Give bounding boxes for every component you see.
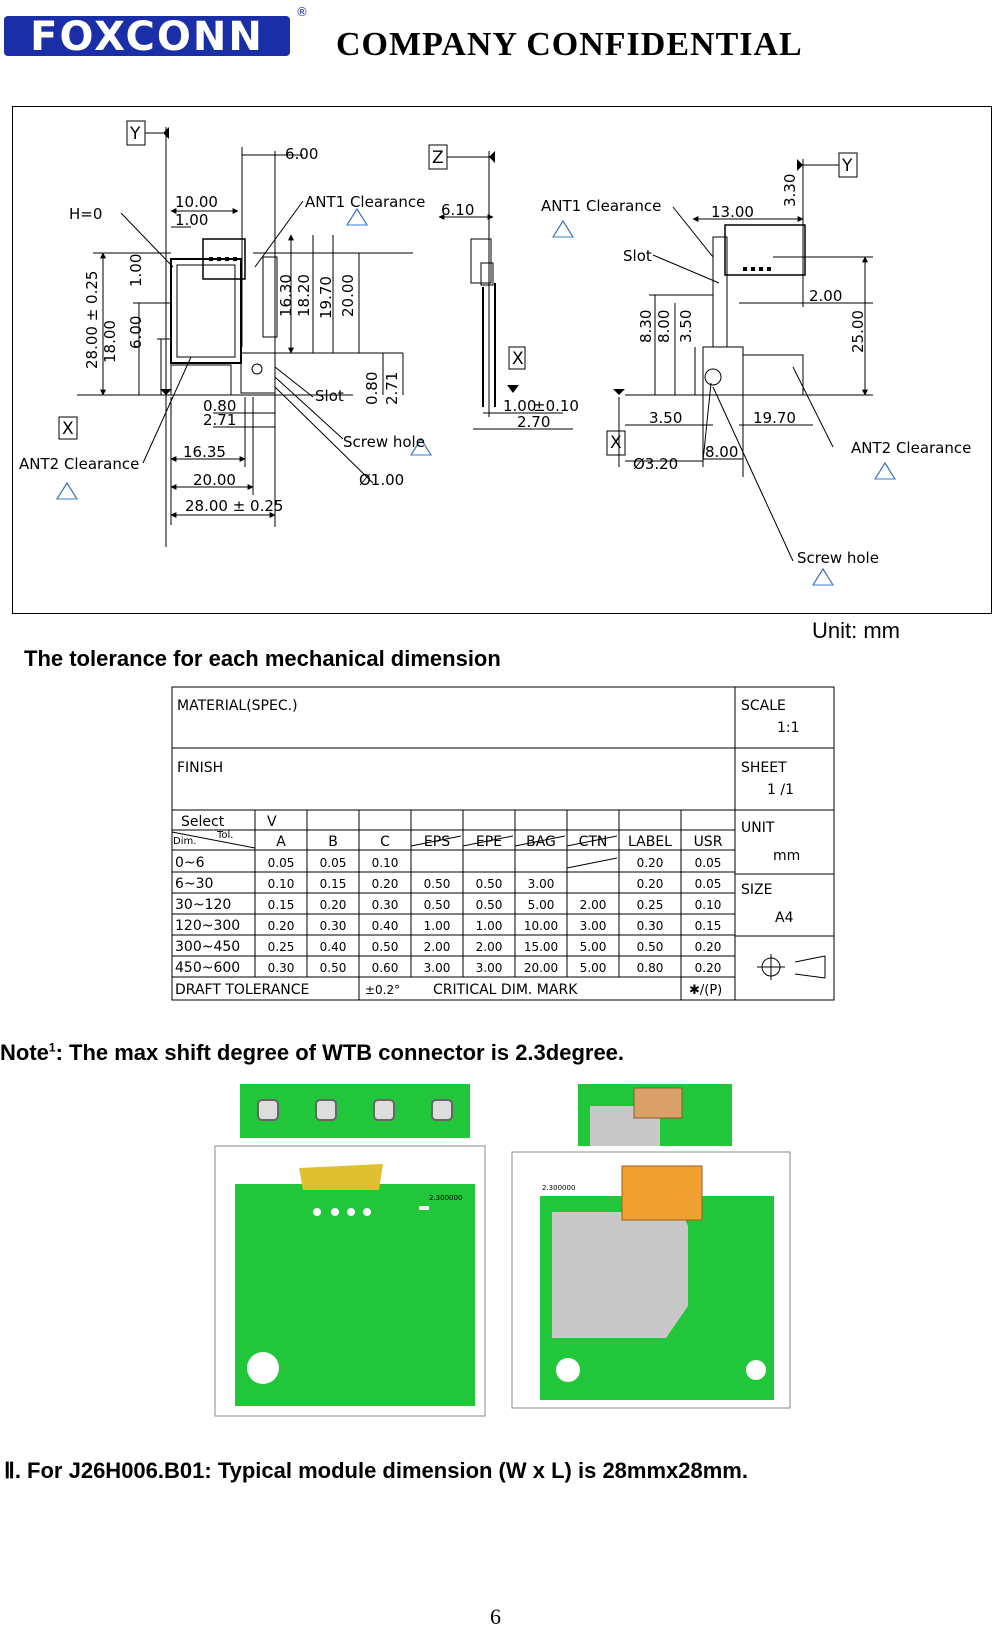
- svg-text:2.300000: 2.300000: [429, 1194, 463, 1202]
- tolerance-cell: 0.30: [319, 919, 347, 933]
- tolerance-column-header: EPS: [423, 834, 451, 850]
- tolerance-cell: 0.20: [694, 961, 722, 975]
- svg-text:6.10: 6.10: [441, 201, 475, 219]
- tolerance-column-header: A: [276, 834, 286, 850]
- svg-text:1.00: 1.00: [127, 253, 145, 287]
- svg-text:Slot: Slot: [315, 387, 344, 405]
- tolerance-cell: 2.00: [579, 898, 607, 912]
- svg-text:UNIT: UNIT: [741, 820, 775, 836]
- tolerance-row-range: 30~120: [175, 897, 232, 913]
- svg-text:13.00: 13.00: [711, 203, 754, 221]
- svg-text:0.80: 0.80: [363, 371, 381, 405]
- svg-text:8.00: 8.00: [655, 309, 673, 343]
- tolerance-cell: 0.80: [636, 961, 664, 975]
- svg-text:Dim.: Dim.: [173, 836, 197, 847]
- tolerance-cell: 5.00: [579, 940, 607, 954]
- svg-text:DRAFT TOLERANCE: DRAFT TOLERANCE: [175, 982, 310, 998]
- pcb-strip-image: [240, 1084, 470, 1138]
- tolerance-cell: 3.00: [579, 919, 607, 933]
- tolerance-row-range: 0~6: [175, 855, 205, 871]
- svg-text:✱/(P): ✱/(P): [689, 983, 723, 998]
- tolerance-cell: 0.25: [267, 940, 295, 954]
- tolerance-column-header: C: [380, 834, 390, 850]
- svg-text:Screw hole: Screw hole: [797, 549, 879, 567]
- svg-text:19.70: 19.70: [753, 409, 796, 427]
- svg-text:28.00 ± 0.25: 28.00 ± 0.25: [83, 270, 101, 369]
- svg-text:2.71: 2.71: [383, 371, 401, 405]
- tolerance-cell: 0.60: [371, 961, 399, 975]
- tolerance-cell: 0.40: [319, 940, 347, 954]
- page-number: 6: [490, 1604, 501, 1629]
- svg-text:±0.2°: ±0.2°: [365, 983, 401, 997]
- tolerance-column-header: BAG: [526, 834, 556, 850]
- tolerance-column-header: USR: [693, 834, 723, 850]
- svg-text:±0.10: ±0.10: [533, 397, 579, 415]
- tolerance-cell: 5.00: [527, 898, 555, 912]
- tolerance-cell: 3.00: [423, 961, 451, 975]
- unit-label: Unit: mm: [812, 618, 900, 643]
- svg-text:ANT1 Clearance: ANT1 Clearance: [541, 197, 662, 215]
- tolerance-cell: 0.05: [694, 877, 722, 891]
- svg-text:X: X: [512, 349, 524, 369]
- tolerance-cell: 0.20: [694, 940, 722, 954]
- svg-text:25.00: 25.00: [849, 310, 867, 353]
- svg-text:0.80: 0.80: [203, 397, 237, 415]
- tolerance-cell: 0.30: [636, 919, 664, 933]
- pcb-connector-image: [578, 1084, 732, 1146]
- svg-text:Ø1.00: Ø1.00: [359, 471, 405, 489]
- svg-text:18.00: 18.00: [101, 320, 119, 363]
- svg-text:1 /1: 1 /1: [767, 782, 794, 798]
- svg-text:X: X: [62, 419, 74, 439]
- tolerance-column-header: B: [328, 834, 338, 850]
- tolerance-cell: 0.30: [371, 898, 399, 912]
- svg-text:16.30: 16.30: [277, 274, 295, 317]
- tolerance-cell: 0.25: [636, 898, 664, 912]
- tolerance-row-range: 6~30: [175, 876, 214, 892]
- section-ii-text: Ⅱ. For J26H006.B01: Typical module dimension (W x L) is 28mmx28mm.: [4, 1458, 748, 1483]
- tolerance-column-header: LABEL: [628, 834, 672, 850]
- tolerance-row-range: 300~450: [175, 939, 241, 955]
- pcb-left-view-image: [215, 1146, 485, 1416]
- tolerance-cell: 0.20: [319, 898, 347, 912]
- tolerance-cell: 0.10: [371, 856, 399, 870]
- svg-text:2.71: 2.71: [203, 411, 237, 429]
- tolerance-cell: 10.00: [523, 919, 559, 933]
- tolerance-cell: 3.00: [527, 877, 555, 891]
- tolerance-cell: 0.15: [694, 919, 722, 933]
- svg-text:ANT1 Clearance: ANT1 Clearance: [305, 193, 426, 211]
- tolerance-column-header: CTN: [578, 834, 608, 850]
- svg-text:Tol.: Tol.: [217, 830, 234, 841]
- tolerance-cell: 0.20: [267, 919, 295, 933]
- tolerance-cell: 20.00: [523, 961, 559, 975]
- tolerance-cell: 0.50: [319, 961, 347, 975]
- tolerance-cell: 0.05: [694, 856, 722, 870]
- tolerance-title: The tolerance for each mechanical dimension: [24, 646, 501, 671]
- tolerance-cell: 5.00: [579, 961, 607, 975]
- tolerance-row-range: 450~600: [175, 960, 241, 976]
- tolerance-cell: 2.00: [423, 940, 451, 954]
- tolerance-row-range: 120~300: [175, 918, 241, 934]
- tolerance-cell: 0.40: [371, 919, 399, 933]
- tolerance-cell: 0.30: [267, 961, 295, 975]
- svg-text:FINISH: FINISH: [177, 760, 224, 776]
- svg-text:3.30: 3.30: [781, 173, 799, 207]
- tolerance-cell: 1.00: [475, 919, 503, 933]
- svg-text:2.00: 2.00: [809, 287, 843, 305]
- tolerance-cell: 15.00: [523, 940, 559, 954]
- svg-text:Slot: Slot: [623, 247, 652, 265]
- svg-text:19.70: 19.70: [317, 276, 335, 319]
- svg-text:10.00: 10.00: [175, 193, 218, 211]
- svg-text:®: ®: [296, 5, 308, 19]
- tolerance-cell: 0.20: [636, 856, 664, 870]
- tolerance-cell: 2.00: [475, 940, 503, 954]
- svg-text:8.30: 8.30: [637, 309, 655, 343]
- tolerance-cell: 0.05: [319, 856, 347, 870]
- svg-text:V: V: [267, 814, 277, 830]
- svg-text:ANT2 Clearance: ANT2 Clearance: [851, 439, 972, 457]
- tolerance-cell: 0.20: [371, 877, 399, 891]
- svg-text:ANT2 Clearance: ANT2 Clearance: [19, 455, 140, 473]
- pcb-right-view-image: [512, 1152, 790, 1408]
- svg-text:16.35: 16.35: [183, 443, 226, 461]
- foxconn-logo: [4, 4, 308, 64]
- svg-text:SIZE: SIZE: [741, 882, 773, 898]
- svg-text:Ø3.20: Ø3.20: [633, 455, 679, 473]
- tolerance-cell: 0.50: [371, 940, 399, 954]
- svg-text:28.00 ± 0.25: 28.00 ± 0.25: [185, 497, 284, 515]
- logo-text: FOXCONN: [30, 14, 264, 60]
- svg-text:20.00: 20.00: [339, 274, 357, 317]
- svg-text:mm: mm: [773, 848, 801, 864]
- tolerance-cell: 0.50: [423, 898, 451, 912]
- tolerance-cell: 3.00: [475, 961, 503, 975]
- title-block-svg: [171, 686, 835, 1001]
- tolerance-cell: 0.50: [423, 877, 451, 891]
- svg-text:SHEET: SHEET: [741, 760, 787, 776]
- svg-text:Z: Z: [432, 148, 444, 168]
- svg-text:2.70: 2.70: [517, 413, 551, 431]
- svg-text:SCALE: SCALE: [741, 698, 786, 714]
- svg-text:3.50: 3.50: [649, 409, 683, 427]
- tolerance-cell: 0.15: [267, 898, 295, 912]
- svg-text:1.00: 1.00: [175, 211, 209, 229]
- svg-text:X: X: [610, 433, 622, 453]
- svg-text:6.00: 6.00: [285, 145, 319, 163]
- svg-text:Screw hole: Screw hole: [343, 433, 425, 451]
- tolerance-cell: 0.50: [636, 940, 664, 954]
- confidential-heading: COMPANY CONFIDENTIAL: [336, 26, 803, 63]
- svg-text:Select: Select: [181, 814, 225, 830]
- drawing-svg: [13, 107, 991, 613]
- svg-text:6.00: 6.00: [127, 315, 145, 349]
- tolerance-cell: 0.50: [475, 877, 503, 891]
- tolerance-cell: 0.20: [636, 877, 664, 891]
- tolerance-column-header: EPE: [475, 834, 503, 850]
- svg-text:H=0: H=0: [69, 205, 103, 223]
- svg-text:18.20: 18.20: [295, 274, 313, 317]
- mechanical-drawing: [12, 106, 992, 614]
- tolerance-title-block: [171, 686, 835, 1001]
- svg-text:1:1: 1:1: [777, 720, 800, 736]
- tolerance-cell: 0.10: [267, 877, 295, 891]
- svg-text:CRITICAL DIM. MARK: CRITICAL DIM. MARK: [433, 982, 578, 998]
- tolerance-cell: 0.05: [267, 856, 295, 870]
- svg-text:8.00: 8.00: [705, 443, 739, 461]
- svg-text:MATERIAL(SPEC.): MATERIAL(SPEC.): [177, 698, 298, 714]
- svg-text:2.300000: 2.300000: [542, 1184, 576, 1192]
- tolerance-cell: 0.50: [475, 898, 503, 912]
- svg-text:20.00: 20.00: [193, 471, 236, 489]
- svg-text:1.00: 1.00: [503, 397, 537, 415]
- tolerance-cell: 0.10: [694, 898, 722, 912]
- tolerance-cell: 0.15: [319, 877, 347, 891]
- note-text: Note$^1$: The max shift degree of WTB connector is 2.3degree.: [0, 1040, 625, 1065]
- svg-text:3.50: 3.50: [677, 309, 695, 343]
- svg-text:Y: Y: [130, 124, 141, 144]
- tolerance-cell: 1.00: [423, 919, 451, 933]
- svg-text:A4: A4: [775, 910, 794, 926]
- svg-text:Y: Y: [842, 156, 853, 176]
